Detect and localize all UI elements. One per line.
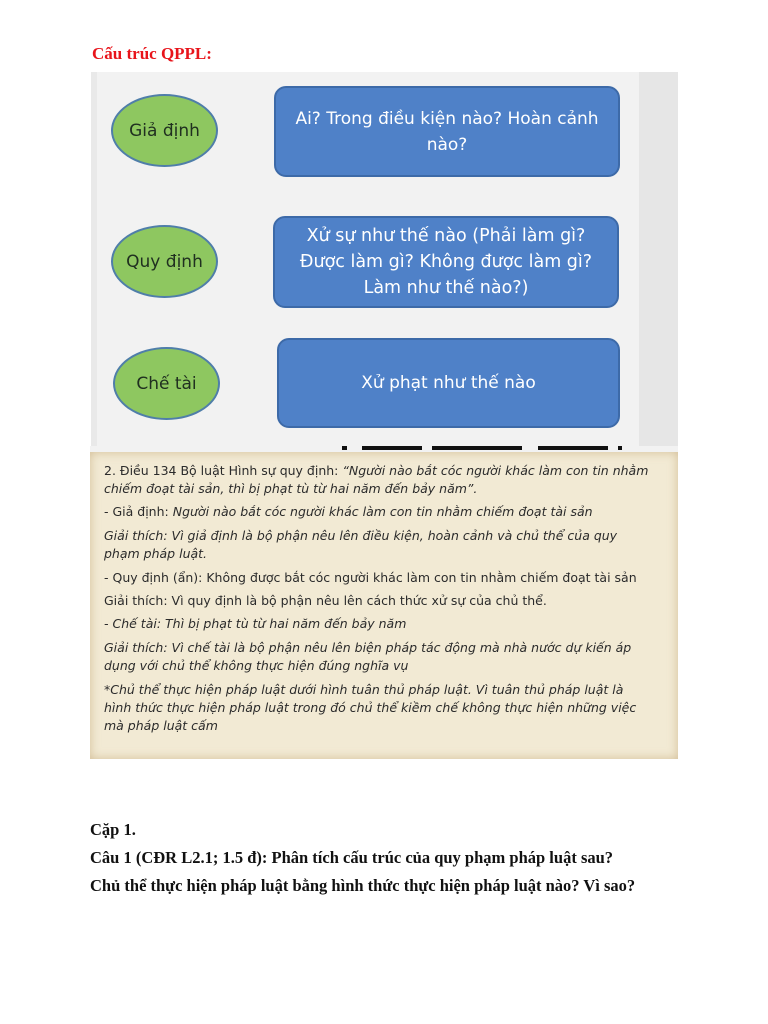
gia-dinh-ellipse: Giả định	[111, 94, 218, 167]
diagram-edge	[91, 72, 97, 446]
che-tai-line: - Chế tài: Thì bị phạt tù từ hai năm đến bảy năm	[104, 616, 407, 631]
gia-dinh-line: - Giả định: Người nào bắt cóc người khác làm con tin nhằm chiếm đoạt tài sản	[104, 504, 593, 519]
note-line-1: *Chủ thể thực hiện pháp luật dưới hình tuân thủ pháp luật. Vì tuân thủ pháp luật là	[104, 682, 624, 697]
question-line-1: Câu 1 (CĐR L2.1; 1.5 đ): Phân tích cấu trúc của quy phạm pháp luật sau?	[90, 848, 614, 867]
explanation-3-line-2: dụng với chủ thể không thực hiện đúng nghĩa vụ	[104, 658, 409, 673]
note-line-2: hình thức thực hiện pháp luật trong đó chủ thể kiềm chế không thực hiện những việc	[104, 700, 637, 715]
structure-diagram	[91, 72, 678, 446]
question-line-2: Chủ thể thực hiện pháp luật bằng hình thức thực hiện pháp luật nào? Vì sao?	[90, 876, 636, 895]
explanation-1-line-1: Giải thích: Vì giả định là bộ phận nêu lên điều kiện, hoàn cảnh và chủ thể của quy	[104, 528, 618, 543]
explanation-1-line-2: phạm pháp luật.	[104, 546, 208, 561]
quy-dinh-line: - Quy định (ẩn): Không được bắt cóc người khác làm con tin nhằm chiếm đoạt tài sản	[104, 570, 637, 585]
pair-title: Cặp 1.	[90, 820, 136, 839]
example-line-1: 2. Điều 134 Bộ luật Hình sự quy định: “Người nào bắt cóc người khác làm con tin nhằm	[104, 463, 649, 478]
che-tai-ellipse: Chế tài	[113, 347, 220, 420]
note-line-3: mà pháp luật cấm	[104, 718, 218, 733]
section-heading: Cấu trúc QPPL:	[92, 44, 212, 63]
explanation-3-line-1: Giải thích: Vì chế tài là bộ phận nêu lên biện pháp tác động mà nhà nước dự kiến áp	[104, 640, 632, 655]
gia-dinh-box: Ai? Trong điều kiện nào? Hoàn cảnh nào?	[274, 86, 620, 177]
explanation-2-line: Giải thích: Vì quy định là bộ phận nêu lên cách thức xử sự của chủ thể.	[104, 593, 547, 608]
quy-dinh-box: Xử sự như thế nào (Phải làm gì? Được làm gì? Không được làm gì? Làm như thế nào?)	[273, 216, 619, 308]
che-tai-box: Xử phạt như thế nào	[277, 338, 620, 428]
quy-dinh-ellipse: Quy định	[111, 225, 218, 298]
example-line-2: chiếm đoạt tài sản, thì bị phạt tù từ hai năm đến bảy năm”.	[104, 481, 478, 496]
diagram-edge	[639, 72, 678, 446]
